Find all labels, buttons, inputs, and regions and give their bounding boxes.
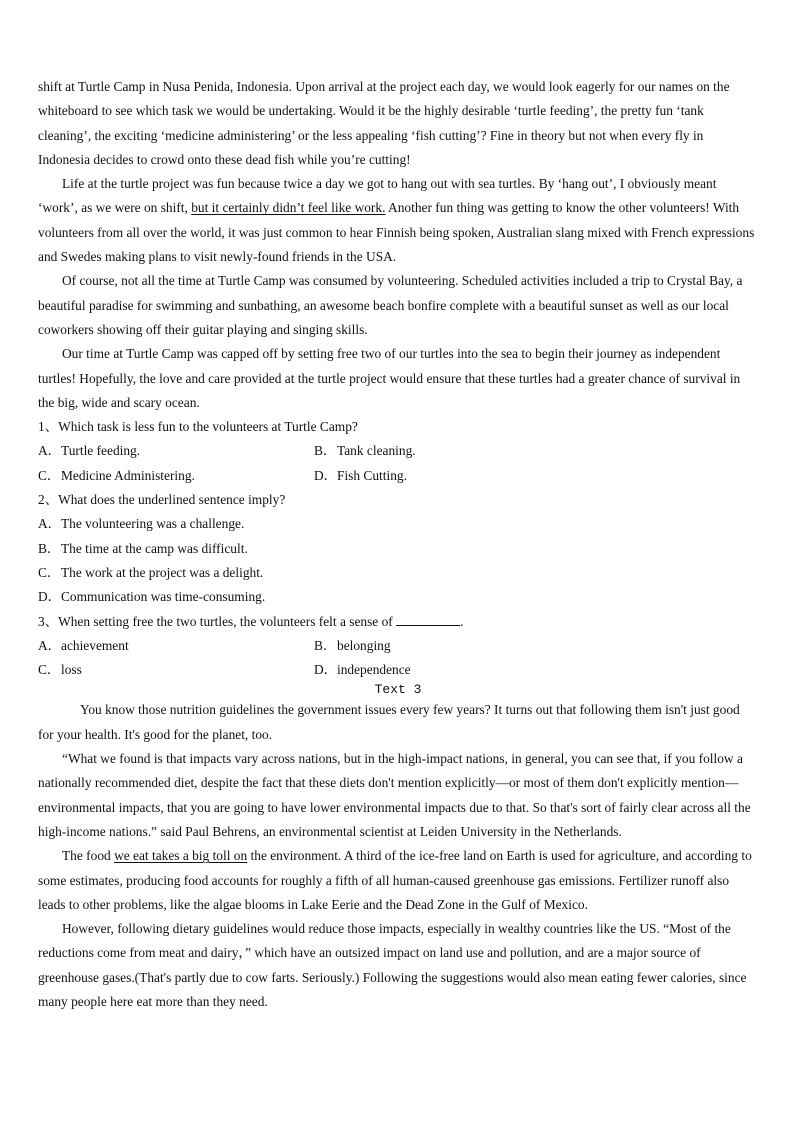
option-label: A． — [38, 637, 62, 653]
option-a — [38, 439, 314, 463]
option-b — [38, 537, 758, 561]
option-label: A． — [38, 516, 62, 532]
option-text: achievement — [61, 637, 129, 653]
option-label: D． — [38, 589, 62, 605]
option-c — [38, 658, 314, 682]
passage-paragraph: Of course, not all the time at Turtle Camp was consumed by volunteering. Scheduled activities included a trip to Crystal Bay, a beautiful paradise for swimming and sunbathing, an awesome beach bonfire complete with a beautiful sunset as well as our local coworkers showing off their guitar playing and singing skills. — [38, 273, 743, 337]
passage-paragraph: Our time at Turtle Camp was capped off by setting free two of our turtles into the sea to begin their journey as independent turtles! Hopefully, the love and care provided at the turtle project would ensure that these turtles had a greater chance of survival in the big, wide and scary ocean. — [38, 346, 741, 410]
section-title: Text 3 — [374, 682, 422, 698]
option-text: belonging — [337, 637, 391, 653]
underlined-sentence: but it certainly didn’t feel like work. — [191, 200, 386, 216]
passage-paragraph — [38, 844, 758, 917]
paragraph-text: the environment. A third of the ice-free land on Earth is used for agriculture, and according to some estimates, producing food accounts for roughly a fifth of all human-caused greenhouse gas emissions. Fertilizer runoff also leads to other problems, like the algae blooms in Lake Eerie and the Dead Zone in the Gulf of Mexico. — [38, 848, 752, 912]
option-b — [314, 634, 590, 658]
question-end: . — [460, 613, 464, 629]
passage-paragraph — [38, 172, 758, 269]
question-text: 3、When setting free the two turtles, the volunteers felt a sense of — [38, 613, 393, 629]
option-d — [314, 658, 590, 682]
option-text: loss — [61, 662, 82, 678]
option-label: B． — [314, 637, 337, 653]
option-label: B． — [314, 443, 337, 459]
option-text: Fish Cutting. — [337, 467, 407, 483]
underlined-phrase: we eat takes a big toll on — [114, 848, 248, 864]
passage-paragraph: shift at Turtle Camp in Nusa Penida, Indonesia. Upon arrival at the project each day, we would look eagerly for our names on the whiteboard to see which task we would be undertaking. Would it be the highly desirable ‘turtle feeding’, the pretty fun ‘tank cleaning’, the exciting ‘medicine administering’ or the less appealing ‘fish cutting’? Fine in theory but not when every fly in Indonesia decides to crowd onto these dead fish while you’re cutting! — [38, 79, 730, 167]
option-c — [38, 464, 314, 488]
option-label: B． — [38, 540, 61, 556]
option-text: The volunteering was a challenge. — [61, 516, 245, 532]
option-label: D． — [314, 467, 338, 483]
option-text: Turtle feeding. — [61, 443, 141, 459]
option-row — [38, 439, 758, 463]
option-text: Communication was time-consuming. — [61, 589, 266, 605]
paragraph-text: The food — [62, 848, 115, 864]
option-a — [38, 634, 314, 658]
option-a — [38, 512, 758, 536]
option-label: C． — [38, 564, 61, 580]
passage-paragraph: However, following dietary guidelines would reduce those impacts, especially in wealthy countries like the US. “Most of the reductions come from meat and dairy，” which have an outsized impact on land use and pollution, and are a major source of greenhouse gases.(That's partly due to cow farts. Seriously.) Following the suggestions would also mean eating fewer calories, since many people here eat more than they need. — [38, 921, 747, 1009]
answer-blank — [396, 614, 460, 626]
passage-paragraph: You know those nutrition guidelines the government issues every few years? It turns out that following them isn't just good for your health. It's good for the planet, too. — [38, 702, 740, 742]
question-stem: 1、Which task is less fun to the volunteers at Turtle Camp? — [38, 419, 358, 435]
option-label: D． — [314, 662, 338, 678]
document-page — [38, 75, 758, 1014]
passage-paragraph: “What we found is that impacts vary across nations, but in the high-impact nations, in general, you can see that, if you follow a nationally recommended diet, despite the fact that these diets don't mention explicitly—or most of them don't explicitly mention—environmental impacts, that you are going to have lower environmental impacts due to that. So that's sort of fairly clear across all the high-income nations.” said Paul Behrens, an environmental scientist at Leiden University in the Netherlands. — [38, 751, 751, 839]
option-label: A． — [38, 443, 62, 459]
option-b — [314, 439, 590, 463]
question-stem: 2、What does the underlined sentence imply? — [38, 492, 286, 508]
option-label: C． — [38, 467, 61, 483]
paragraph-text: Life at the turtle project was fun because twice a day we got to hang out with sea turtles. By ‘hang out’, I obviously meant ‘work’, as we were on shift, — [38, 176, 717, 216]
option-text: Medicine Administering. — [61, 467, 195, 483]
option-text: The time at the camp was difficult. — [61, 540, 248, 556]
option-row — [38, 464, 758, 488]
option-c — [38, 561, 758, 585]
option-text: The work at the project was a delight. — [61, 564, 264, 580]
option-row — [38, 658, 758, 682]
option-d — [314, 464, 590, 488]
question-stem — [38, 610, 758, 634]
option-text: independence — [337, 662, 411, 678]
option-row — [38, 634, 758, 658]
option-label: C． — [38, 662, 61, 678]
option-d — [38, 585, 758, 609]
paragraph-text: Another fun thing was getting to know the other volunteers! With volunteers from all over the world, it was just common to hear Finnish being spoken, Australian slang mixed with French expressions and Swedes making plans to visit newly-found friends in the USA. — [38, 200, 755, 265]
option-text: Tank cleaning. — [337, 443, 416, 459]
